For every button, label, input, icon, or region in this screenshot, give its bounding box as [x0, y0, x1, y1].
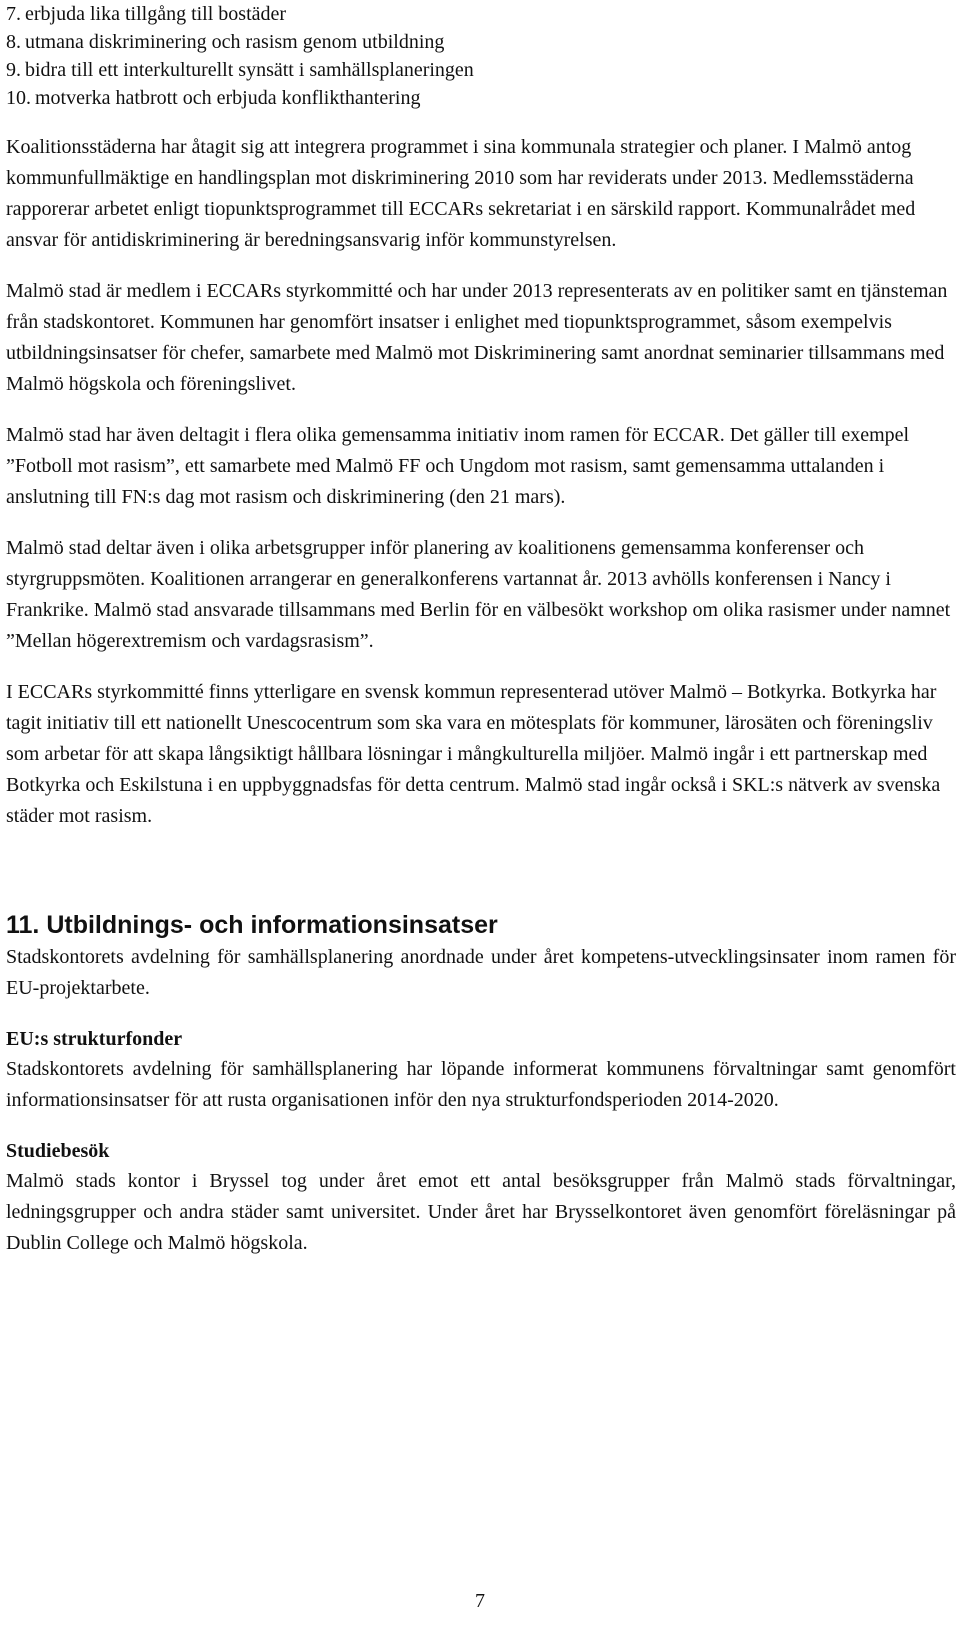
- paragraph-coalition-strategies: Koalitionsstäderna har åtagit sig att integrera programmet i sina kommunala strategier och planer. I Malmö antog kommunfullmäktige en handlingsplan mot diskriminering 2010 som har reviderats under 2013. Medlemsstäderna rapporerar arbetet enligt tiopunktsprogrammet till ECCARs sekretariat i en särskild rapport. Kommunalrådet med ansvar för antidiskriminering är beredningsansvarig inför kommunstyrelsen.: [6, 136, 916, 251]
- list-item-text: motverka hatbrott och erbjuda konflikthantering: [35, 87, 421, 109]
- list-item: [6, 84, 956, 112]
- section-intro: Stadskontorets avdelning för samhällsplanering anordnade under året kompetens-utvecklingsinsater inom ramen för EU-projektarbete.: [6, 946, 956, 999]
- subsection-heading-study-visits: Studiebesök: [6, 1140, 110, 1162]
- paragraph-joint-initiatives: Malmö stad har även deltagit i flera olika gemensamma initiativ inom ramen för ECCAR. Det gäller till exempel ”Fotboll mot rasism”, ett samarbete med Malmö FF och Ungdom mot rasism, samt gemensamma uttalanden i anslutning till FN:s dag mot rasism och diskriminering (den 21 mars).: [6, 424, 910, 508]
- list-item-number: 8.: [6, 31, 21, 53]
- subsection-heading-structural-funds: EU:s strukturfonder: [6, 1028, 183, 1050]
- list-item-text: erbjuda lika tillgång till bostäder: [25, 3, 287, 25]
- paragraph-working-groups: Malmö stad deltar även i olika arbetsgrupper inför planering av koalitionens gemensamma konferenser och styrgruppsmöten. Koalitionen arrangerar en generalkonferens vartannat år. 2013 avhölls konferensen i Nancy i Frankrike. Malmö stad ansvarade tillsammans med Berlin för en välbesökt workshop om olika rasismer under namnet ”Mellan högerextremism och vardagsrasism”.: [6, 537, 951, 652]
- list-item-number: 9.: [6, 59, 21, 81]
- paragraph-steering-committee: Malmö stad är medlem i ECCARs styrkommitté och har under 2013 representerats av en politiker samt en tjänsteman från stadskontoret. Kommunen har genomfört insatser i enlighet med tiopunktsprogrammet, såsom exempelvis utbildningsinsatser för chefer, samarbete med Malmö mot Diskriminering samt anordnat seminarier tillsammans med Malmö högskola och föreningslivet.: [6, 280, 948, 395]
- subsection-text-structural-funds: Stadskontorets avdelning för samhällsplanering har löpande informerat kommunens förvaltningar samt genomfört informationsinsatser för att rusta organisationen inför den nya strukturfondsperioden 2014-2020.: [6, 1058, 956, 1111]
- list-item: [6, 0, 956, 28]
- numbered-list: [6, 0, 956, 112]
- list-item: [6, 56, 956, 84]
- subsection-text-study-visits: Malmö stads kontor i Bryssel tog under året emot ett antal besöksgrupper från Malmö stads förvaltningar, ledningsgrupper och andra städer samt universitet. Under året har Brysselkontoret även genomfört föreläsningar på Dublin College och Malmö högskola.: [6, 1170, 956, 1254]
- page-number: 7: [475, 1590, 485, 1612]
- paragraph-botkyrka: I ECCARs styrkommitté finns ytterligare en svensk kommun representerad utöver Malmö – Botkyrka. Botkyrka har tagit initiativ till ett nationellt Unescocentrum som ska vara en mötesplats för kommuner, lärosäten och föreningsliv som arbetar för att skapa långsiktigt hållbara lösningar i mångkulturella miljöer. Malmö ingår i ett partnerskap med Botkyrka och Eskilstuna i en uppbyggnadsfas för detta centrum. Malmö stad ingår också i SKL:s nätverk av svenska städer mot rasism.: [6, 681, 941, 827]
- section-heading: 11. Utbildnings- och informationsinsatser: [6, 911, 498, 939]
- document-page: [6, 0, 956, 1259]
- list-item-text: bidra till ett interkulturellt synsätt i samhällsplaneringen: [25, 59, 474, 81]
- list-item: [6, 28, 956, 56]
- list-item-number: 7.: [6, 3, 21, 25]
- list-item-text: utmana diskriminering och rasism genom utbildning: [25, 31, 445, 53]
- list-item-number: 10.: [6, 87, 31, 109]
